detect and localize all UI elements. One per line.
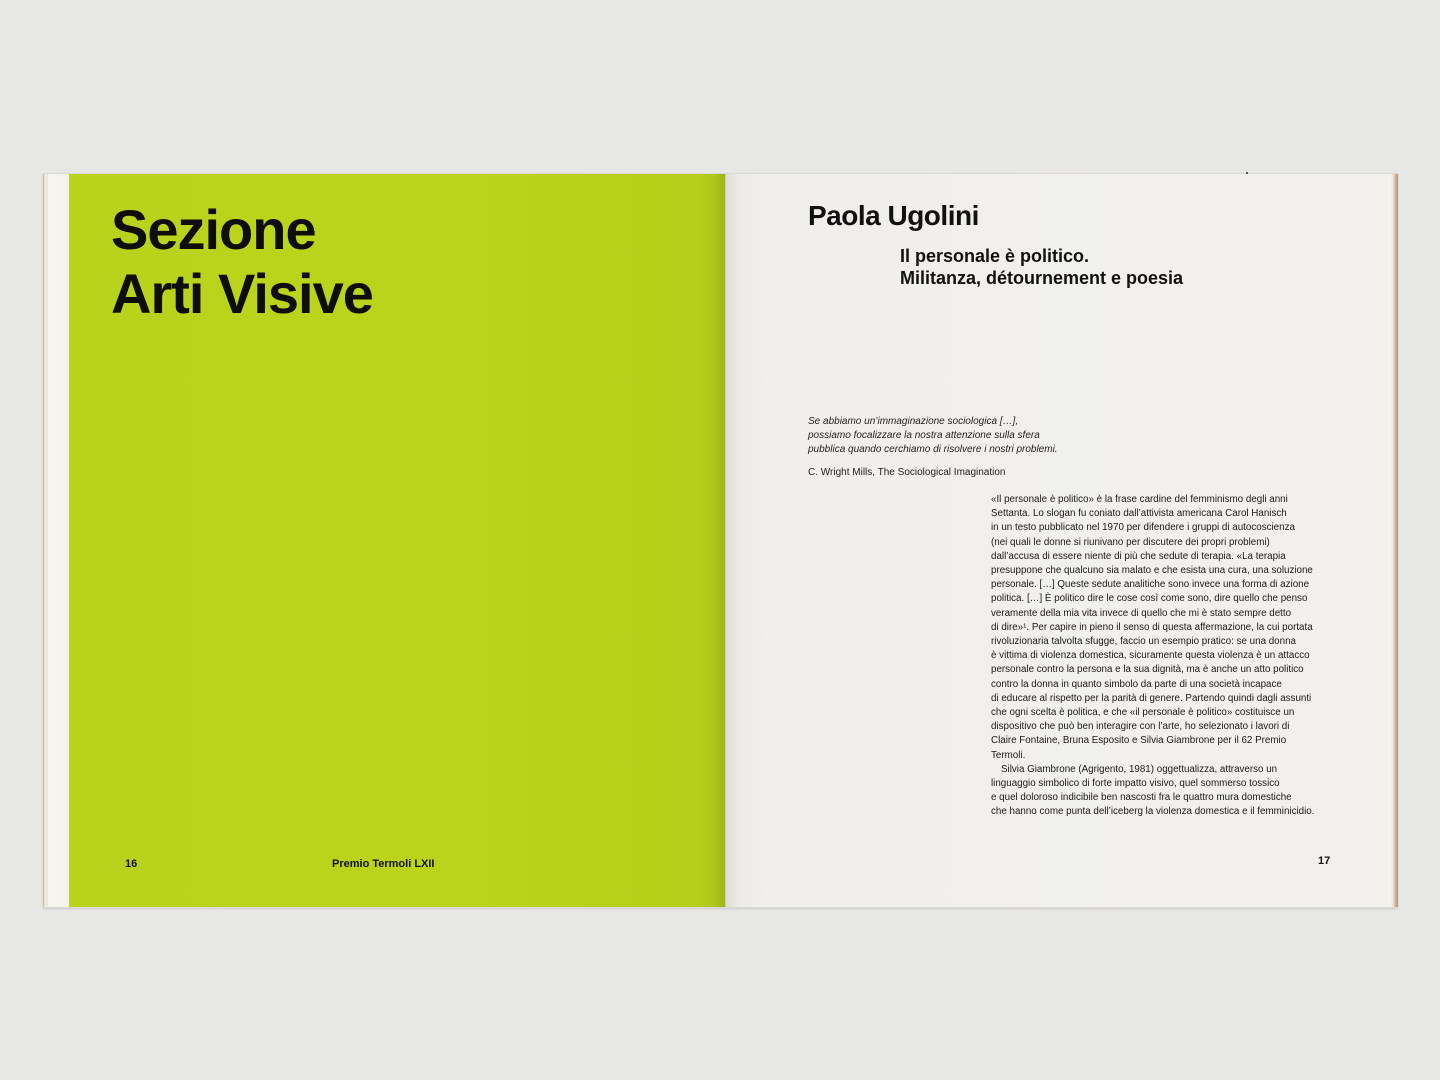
body-line: di dire»¹. Per capire in pieno il senso di questa affermazione, la cui portata (991, 621, 1313, 633)
body-line: e quel doloroso indicibile ben nascosti fra le quattro mura domestiche (991, 792, 1292, 804)
page-number-left: 16 (125, 858, 138, 870)
body-line: dall’accusa di essere niente di più che sedute di terapia. «La terapia (991, 550, 1286, 562)
body-line: Silvia Giambrone (Agrigento, 1981) oggettualizza, attraverso un (1001, 763, 1278, 775)
body-line: Termoli. (991, 749, 1026, 761)
body-line: politica. […] È politico dire le cose così come sono, dire quello che penso (991, 593, 1308, 605)
body-line: che hanno come punta dell’iceberg la violenza domestica e il femminicidio. (991, 806, 1315, 818)
essay-title-line-2: Militanza, détournement e poesia (900, 268, 1184, 288)
page-stack-left-edge (43, 174, 69, 907)
body-line: personale contro la persona e la sua dignità, ma è anche un atto politico (991, 664, 1304, 676)
body-line: Claire Fontaine, Bruna Esposito e Silvia Giambrone per il 62 Premio (991, 735, 1287, 747)
essay-title-line-1: Il personale è politico. (900, 246, 1090, 266)
body-line: presuppone che qualcuno sia malato e che esista una cura, una soluzione (991, 565, 1313, 577)
epigraph-citation: C. Wright Mills, The Sociological Imagination (808, 467, 1006, 478)
body-line: Settanta. Lo slogan fu coniato dall’attivista americana Carol Hanisch (991, 508, 1287, 520)
gutter-shadow (712, 174, 726, 907)
body-line: veramente della mia vita invece di quello che mi è stato sempre detto (991, 607, 1292, 619)
body-line: linguaggio simbolico di forte impatto visivo, quel sommerso tossico (991, 778, 1280, 790)
author-name: Paola Ugolini (808, 200, 979, 231)
epigraph (808, 415, 1108, 458)
running-head: Premio Termoli LXII (332, 858, 435, 870)
epigraph-line: Se abbiamo un’immaginazione sociologica […], (808, 416, 1019, 427)
epigraph-line: pubblica quando cerchiamo di risolvere i nostri problemi. (808, 444, 1058, 456)
epigraph-line: possiamo focalizzare la nostra attenzione sulla sfera (808, 430, 1040, 442)
section-title (111, 198, 373, 326)
page-number-right: 17 (1318, 855, 1331, 867)
body-line: «Il personale è politico» è la frase cardine del femminismo degli anni (991, 494, 1288, 505)
body-line: personale. […] Queste sedute analitiche sono invece una forma di azione (991, 579, 1310, 591)
body-line: dispositivo che può ben interagire con l’arte, ho selezionato i lavori di (991, 721, 1290, 733)
body-line: in un testo pubblicato nel 1970 per difendere i gruppi di autocoscienza (991, 522, 1295, 534)
body-line: di educare al rispetto per la parità di genere. Partendo quindi dagli assunti (991, 692, 1312, 704)
section-title-line-2: Arti Visive (111, 262, 373, 325)
section-title-line-1: Sezione (111, 198, 316, 261)
print-mark (1246, 172, 1248, 174)
body-line: rivoluzionaria talvolta sfugge, faccio un esempio pratico: se una donna (991, 636, 1296, 648)
body-line: (nei quali le donne si riunivano per discutere dei propri problemi) (991, 536, 1270, 548)
body-line: contro la donna in quanto simbolo da parte di una società incapace (991, 678, 1282, 690)
body-line: è vittima di violenza domestica, sicuramente questa violenza è un attacco (991, 650, 1310, 662)
body-text (991, 493, 1351, 820)
body-line: che ogni scelta è politica, e che «il personale è politico» costituisce un (991, 707, 1295, 719)
essay-title (900, 245, 1183, 289)
page-stack-right-edge (1384, 174, 1398, 907)
